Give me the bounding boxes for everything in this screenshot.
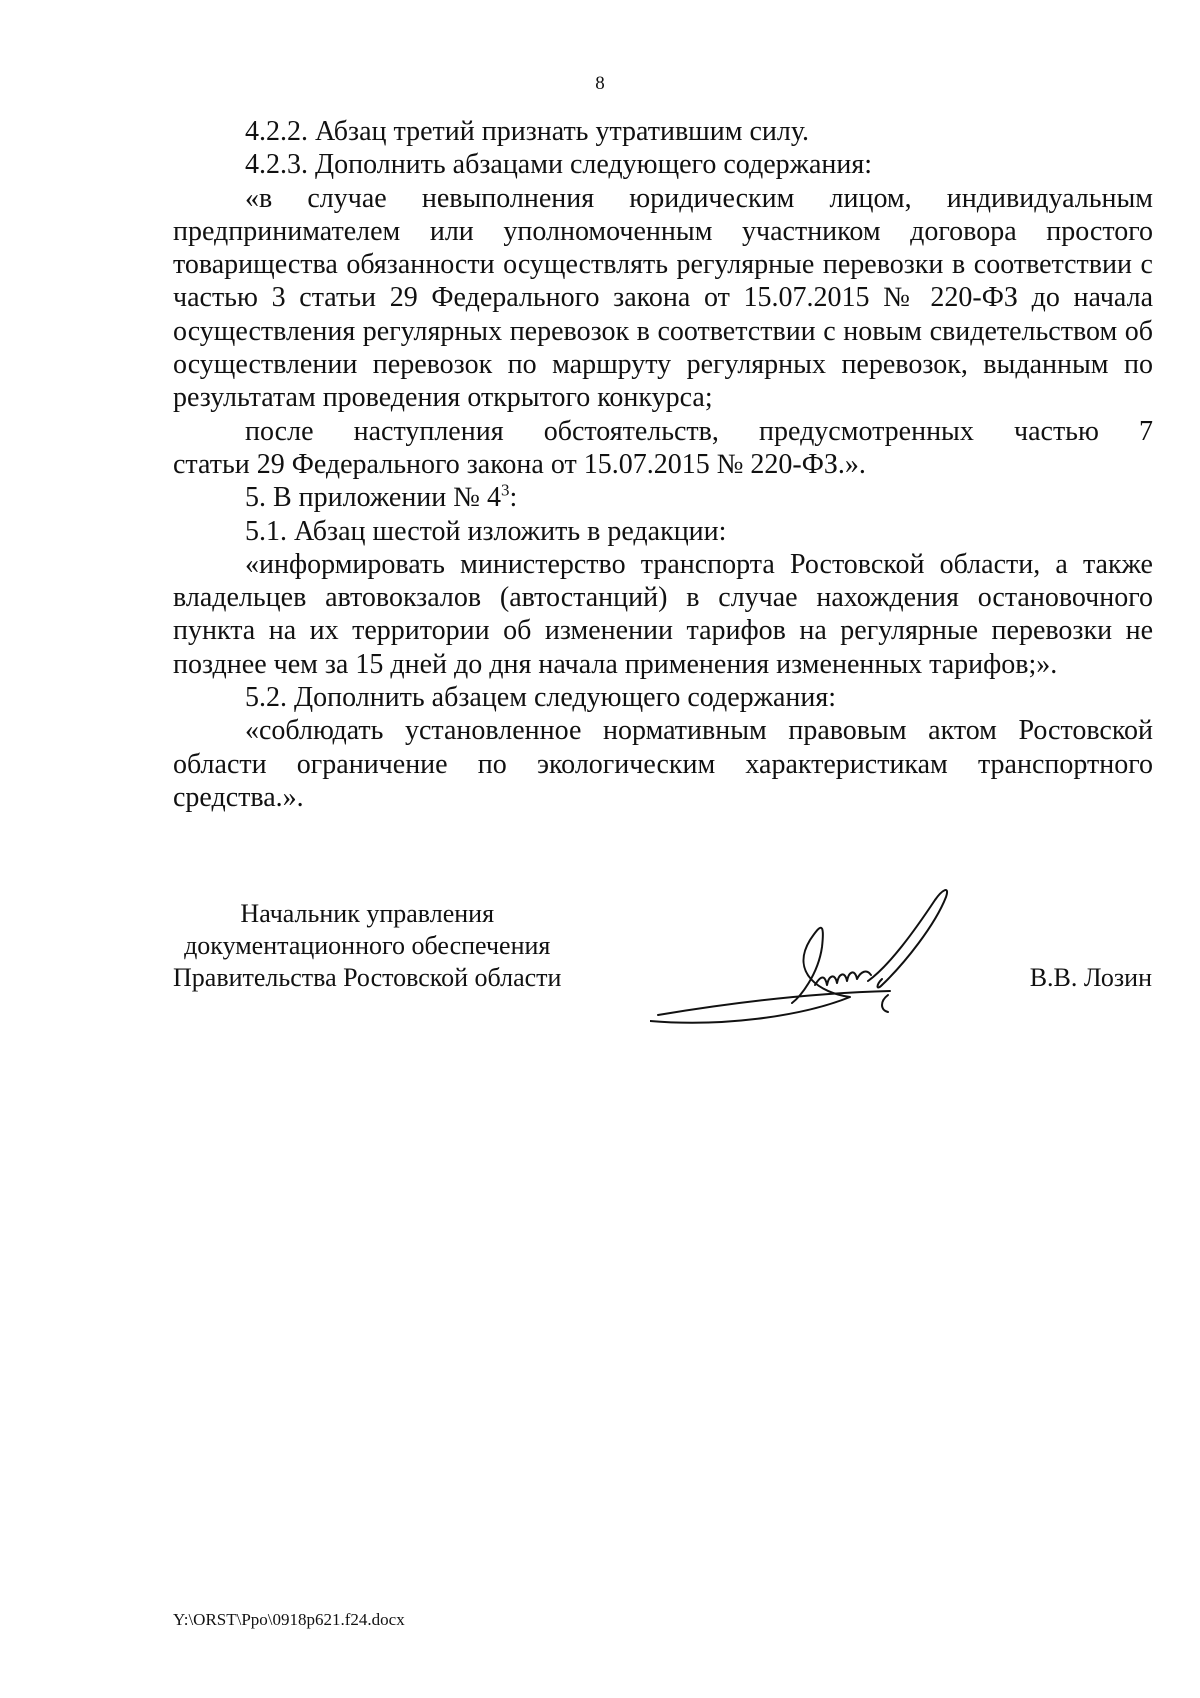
paragraph: после наступления обстоятельств, предусмотренных частью 7	[245, 415, 1153, 447]
document-body	[173, 115, 1153, 814]
paragraph-text: 5. В приложении № 4	[245, 482, 501, 514]
signer-title	[173, 898, 561, 994]
paragraph: 5.2. Дополнить абзацем следующего содержания:	[245, 682, 837, 714]
paragraph: «в случае невыполнения юридическим лицом, индивидуальным предпринимателем или уполномоченным участником договора простого товарищества обязанности осуществлять регулярные перевозки в соответствии с частью 3 статьи 29 Федерального закона от 15.07.2015 № 220-ФЗ до начала осуществления регулярных перевозок в соответствии с новым свидетельством об осуществлении перевозок по маршруту регулярных перевозок, выданным по результатам проведения открытого конкурса;	[173, 182, 1153, 414]
paragraph: 4.2.2. Абзац третий признать утратившим силу.	[245, 116, 810, 147]
paragraph: «соблюдать установленное нормативным правовым актом Ростовской области ограничение по экологическим характеристикам транспортного средства.».	[173, 715, 1153, 813]
file-path-footer: Y:\ORST\Ppo\0918p621.f24.docx	[173, 1610, 405, 1629]
superscript: 3	[501, 480, 510, 500]
signer-name: В.В. Лозин	[1029, 963, 1152, 992]
signer-title-line: Начальник управления	[240, 899, 495, 928]
handwritten-signature	[650, 885, 990, 1035]
signer-title-line: документационного обеспечения	[184, 931, 551, 960]
paragraph-text: :	[509, 482, 518, 514]
paragraph: 4.2.3. Дополнить абзацами следующего содержания:	[245, 149, 873, 181]
signer-title-line: Правительства Ростовской области	[173, 963, 562, 992]
paragraph	[173, 481, 1153, 514]
paragraph: «информировать министерство транспорта Ростовской области, а также владельцев автовокзалов (автостанций) в случае нахождения остановочного пункта на их территории об изменении тарифов на регулярные перевозки не позднее чем за 15 дней до дня начала применения измененных тарифов;».	[173, 548, 1153, 680]
page-number: 8	[595, 73, 605, 94]
paragraph-continuation: статьи 29 Федерального закона от 15.07.2015 № 220-ФЗ.».	[173, 448, 866, 480]
paragraph: 5.1. Абзац шестой изложить в редакции:	[245, 515, 727, 547]
